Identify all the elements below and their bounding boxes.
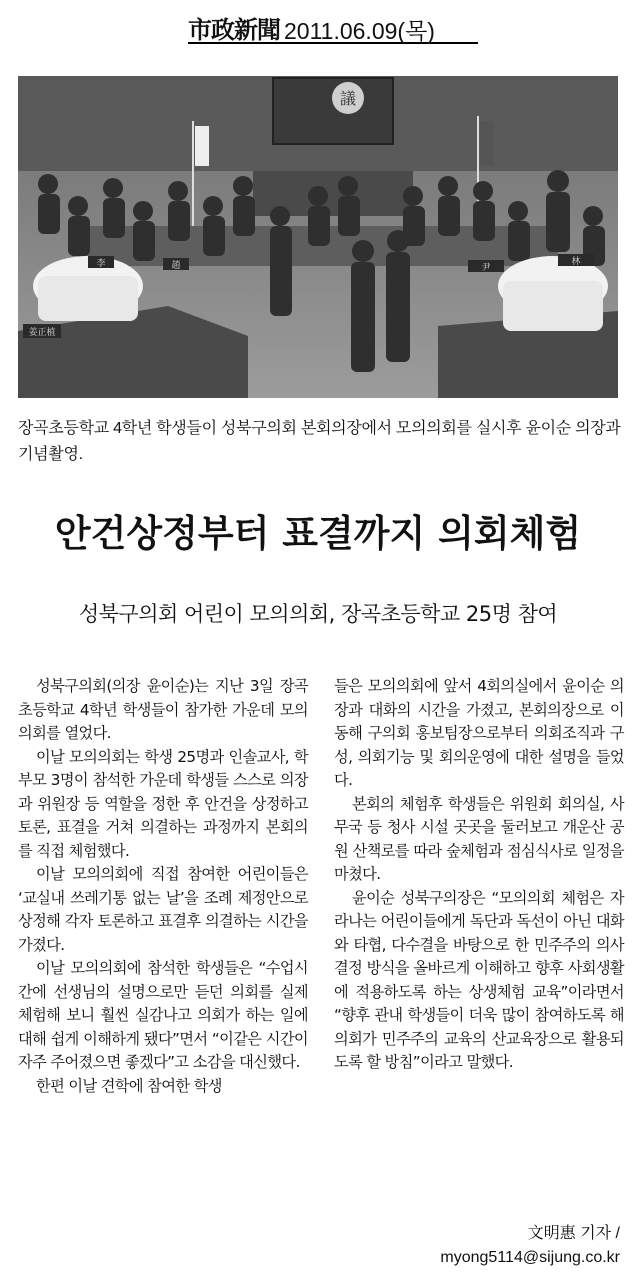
desk-plate-2: 李 [96,259,106,269]
paragraph: 성북구의회(의장 윤이순)는 지난 3일 장곡초등학교 4학년 학생들이 참가한 가운데 모의의회를 열었다. [18,677,308,742]
paragraph: 이날 모의의회에 참석한 학생들은 “수업시간에 선생님의 설명으로만 듣던 의회를 실제 체험해 보니 훨씬 실감나고 의회가 하는 일에 대해 쉽게 이해하게 됐다”면서 “이같은 시간이 자주 주어졌으면 좋겠다”고 소감을 대신했다. [18,959,308,1071]
paragraph: 본회의 체험후 학생들은 위원회 회의실, 사무국 등 청사 시설 곳곳을 둘러보고 개운산 공원 산책로를 따라 숲체험과 점심식사로 일정을 마쳤다. [334,794,624,883]
paragraph: 윤이순 성북구의장은 “모의의회 체험은 자라나는 어린이들에게 독단과 독선이 아닌 대화와 타협, 다수결을 바탕으로 한 민주주의 의사결정 방식을 올바르게 이해하고 향후 사회생활에 적용하도록 하는 상생체험 교육”이라면서 “향후 관내 학생들이 더욱 많이 참여하도록 해 의회가 민주주의 교육의 산교육장으로 활용되도록 할 방침”이라고 말했다. [334,888,624,1071]
article-column-right [334,675,624,1075]
desk-plate-1: 姜正植 [28,328,56,338]
byline [440,1222,620,1270]
paragraph: 들은 모의의회에 앞서 4회의실에서 윤이순 의장과 대화의 시간을 가졌고, 본회의장으로 이동해 구의회 홍보팀장으로부터 의회조직과 구성, 의회기능 및 회의운영에 대한 설명을 들었다. [334,677,624,789]
desk-plate-3: 趙 [171,261,181,271]
masthead [188,6,478,44]
article-headline: 안건상정부터 표결까지 의회체험 [54,511,582,555]
desk-plate-5: 林 [571,257,581,267]
emblem-text: 議 [339,89,357,108]
newspaper-name: 市政新聞 [188,15,280,44]
photo-caption: 장곡초등학교 4학년 학생들이 성북구의회 본회의장에서 모의의회를 실시후 윤이순 의장과 기념촬영. [18,420,621,463]
article-photo [18,76,618,398]
reporter-name: 文明惠 기자 / [527,1225,620,1242]
reporter-email: myong5114@sijung.co.kr [440,1249,620,1266]
article-column-left [18,675,308,1098]
paragraph: 이날 모의의회에 직접 참여한 어린이들은 ‘교실내 쓰레기통 없는 날’을 조례 제정안으로 상정해 각자 토론하고 표결후 의결하는 시간을 가졌다. [18,865,308,954]
article-subheadline: 성북구의회 어린이 모의의회, 장곡초등학교 25명 참여 [78,602,558,626]
paragraph: 이날 모의의회는 학생 25명과 인솔교사, 학부모 3명이 참석한 가운데 학생들 스스로 의장과 위원장 등 역할을 정한 후 안건을 상정하고 토론, 표결을 거쳐 의결하는 과정까지 본회의를 직접 체험했다. [18,747,308,860]
paragraph: 한편 이날 견학에 참여한 학생 [36,1076,222,1095]
desk-plate-4: 尹 [481,263,491,273]
council-chamber-photo [18,76,618,398]
publication-date: 2011.06.09(목) [284,18,435,44]
